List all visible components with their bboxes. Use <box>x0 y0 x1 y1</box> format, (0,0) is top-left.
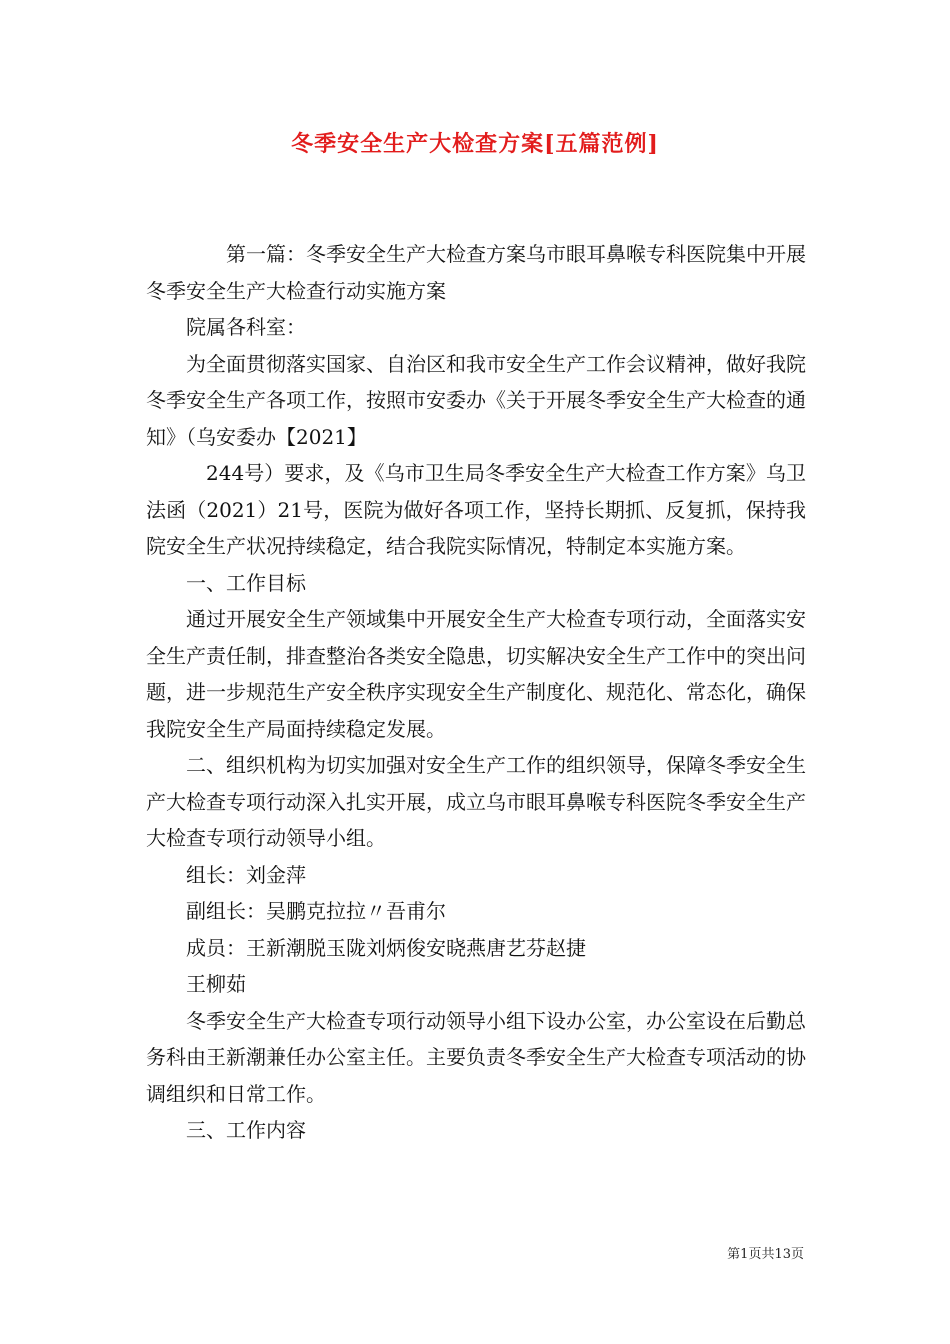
paragraph-salutation: 院属各科室： <box>186 315 306 339</box>
section-heading-work-content: 三、工作内容 <box>186 1118 306 1142</box>
paragraph-intro: 为全面贯彻落实国家、自治区和我市安全生产工作会议精神，做好我院冬季安全生产各项工作，按照市安委办《关于开展冬季安全生产大检查的通知》（乌安委办【2021】 <box>146 351 806 449</box>
document-title: 冬季安全生产大检查方案[五篇范例] <box>291 131 659 157</box>
paragraph-members-continued: 王柳茹 <box>186 972 246 996</box>
section-heading-goals: 一、工作目标 <box>186 570 306 595</box>
paragraph-goals: 通过开展安全生产领域集中开展安全生产大检查专项行动，全面落实安全生产责任制，排查整治各类安全隐患，切实解决安全生产工作中的突出问题，进一步规范生产安全秩序实现安全生产制度化、规范化、常态化，确保我院安全生产局面持续稳定发展。 <box>146 607 806 741</box>
paragraph-deputy-leader: 副组长：吴鹏克拉拉〃吾甫尔 <box>186 899 446 923</box>
paragraph-organization: 二、组织机构为切实加强对安全生产工作的组织领导，保障冬季安全生产大检查专项行动深入扎实开展，成立乌市眼耳鼻喉专科医院冬季安全生产大检查专项行动领导小组。 <box>146 753 806 850</box>
paragraph-leader: 组长：刘金萍 <box>186 862 306 887</box>
page-number: 第1页共13页 <box>727 1247 804 1262</box>
paragraph-members: 成员：王新潮脱玉陇刘炳俊安晓燕唐艺芬赵捷 <box>186 935 586 960</box>
paragraph-intro-continued: 244号）要求，及《乌市卫生局冬季安全生产大检查工作方案》乌卫法函（2021）21号，医院为做好各项工作，坚持长期抓、反复抓，保持我院安全生产状况持续稳定，结合我院实际情况，特制定本实施方案。 <box>146 461 806 558</box>
paragraph-office: 冬季安全生产大检查专项行动领导小组下设办公室，办公室设在后勤总务科由王新潮兼任办公室主任。主要负责冬季安全生产大检查专项活动的协调组织和日常工作。 <box>146 1008 806 1106</box>
document-body <box>146 236 806 1149</box>
paragraph-heading-part-one: 第一篇：冬季安全生产大检查方案乌市眼耳鼻喉专科医院集中开展冬季安全生产大检查行动实施方案 <box>146 242 806 303</box>
